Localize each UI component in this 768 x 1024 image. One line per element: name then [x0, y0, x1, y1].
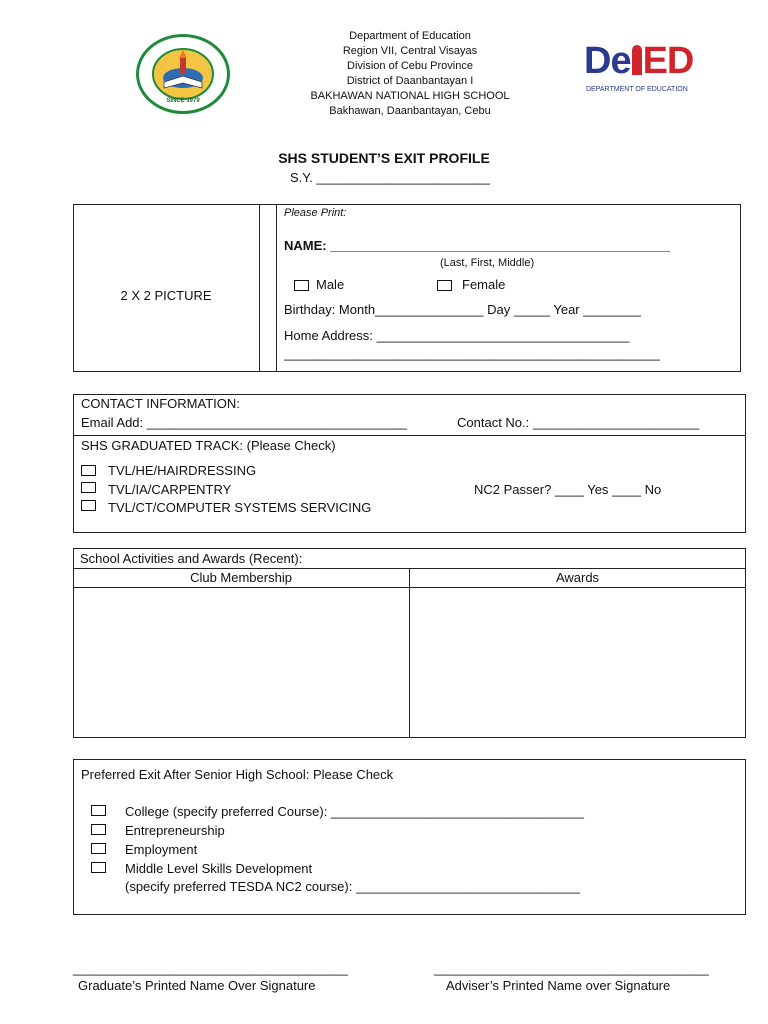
male-checkbox[interactable]: [294, 280, 309, 291]
nc2-passer-field[interactable]: NC2 Passer? ____ Yes ____ No: [474, 482, 662, 497]
adviser-signature-line[interactable]: ______________________________________: [434, 961, 709, 976]
exit-heading: Preferred Exit After Senior High School: Please Check: [81, 767, 394, 782]
track-option: TVL/HE/HAIRDRESSING: [108, 463, 257, 478]
header-line: Bakhawan, Daanbantayan, Cebu: [329, 105, 491, 117]
header-line: Division of Cebu Province: [347, 60, 473, 72]
page-title: SHS STUDENT’S EXIT PROFILE: [278, 150, 490, 166]
activities-heading: School Activities and Awards (Recent):: [80, 551, 303, 566]
deped-subtitle: DEPARTMENT OF EDUCATION: [586, 86, 688, 93]
deped-wordmark-ed: ED: [642, 40, 694, 82]
male-label: Male: [316, 277, 345, 292]
track-option: TVL/CT/COMPUTER SYSTEMS SERVICING: [108, 500, 372, 515]
exit-checkbox-entrepreneurship[interactable]: [91, 824, 106, 835]
home-address-field[interactable]: Home Address: ___________________________________: [284, 328, 630, 343]
exit-checkbox-mlsd[interactable]: [91, 862, 106, 873]
picture-placeholder: 2 X 2 PICTURE: [120, 288, 212, 303]
exit-option: Employment: [125, 842, 198, 857]
track-checkbox-hairdressing[interactable]: [81, 465, 96, 476]
address-line-2[interactable]: ____________________________________________________: [284, 346, 660, 361]
header-block: [250, 29, 570, 119]
deped-logo: [584, 34, 708, 100]
seal-since-text: SINCE 1979: [166, 98, 200, 104]
torch-icon: [632, 45, 642, 75]
name-hint: (Last, First, Middle): [440, 257, 535, 269]
email-field[interactable]: Email Add: ____________________________________: [81, 415, 408, 430]
exit-checkbox-employment[interactable]: [91, 843, 106, 854]
track-heading: SHS GRADUATED TRACK: (Please Check): [81, 438, 336, 453]
birthday-field[interactable]: Birthday: Month_______________ Day _____ Year ________: [284, 302, 642, 317]
track-option: TVL/IA/CARPENTRY: [108, 482, 232, 497]
exit-option: College (specify preferred Course): ___________________________________: [125, 804, 584, 819]
track-checkbox-css[interactable]: [81, 500, 96, 511]
tesda-course-field[interactable]: (specify preferred TESDA NC2 course): _______________________________: [125, 879, 581, 894]
track-checkbox-carpentry[interactable]: [81, 482, 96, 493]
adviser-signature-label: Adviser’s Printed Name over Signature: [446, 978, 671, 993]
deped-wordmark-de: De: [584, 40, 631, 82]
name-field[interactable]: NAME: _______________________________________________: [284, 238, 671, 253]
graduate-signature-label: Graduate’s Printed Name Over Signature: [78, 978, 316, 993]
picture-divider: [259, 204, 260, 372]
exit-option: Entrepreneurship: [125, 823, 225, 838]
female-checkbox[interactable]: [437, 280, 452, 291]
header-line: Department of Education: [349, 30, 471, 42]
header-line: BAKHAWAN NATIONAL HIGH SCHOOL: [310, 90, 510, 102]
contact-heading: CONTACT INFORMATION:: [81, 396, 240, 411]
please-print-label: Please Print:: [284, 207, 347, 219]
exit-checkbox-college[interactable]: [91, 805, 106, 816]
school-year-field[interactable]: S.Y. ________________________: [290, 170, 491, 185]
graduate-signature-line[interactable]: ______________________________________: [73, 961, 348, 976]
female-label: Female: [462, 277, 506, 292]
club-membership-cell[interactable]: [74, 588, 408, 737]
contact-no-field[interactable]: Contact No.: _______________________: [457, 415, 700, 430]
club-membership-header: Club Membership: [190, 570, 292, 585]
header-line: Region VII, Central Visayas: [342, 45, 478, 57]
awards-header: Awards: [555, 570, 600, 585]
header-line: District of Daanbantayan I: [346, 75, 474, 87]
contact-divider: [73, 435, 746, 436]
picture-divider-2: [276, 204, 277, 372]
exit-option: Middle Level Skills Development: [125, 861, 313, 876]
awards-cell[interactable]: [410, 588, 745, 737]
